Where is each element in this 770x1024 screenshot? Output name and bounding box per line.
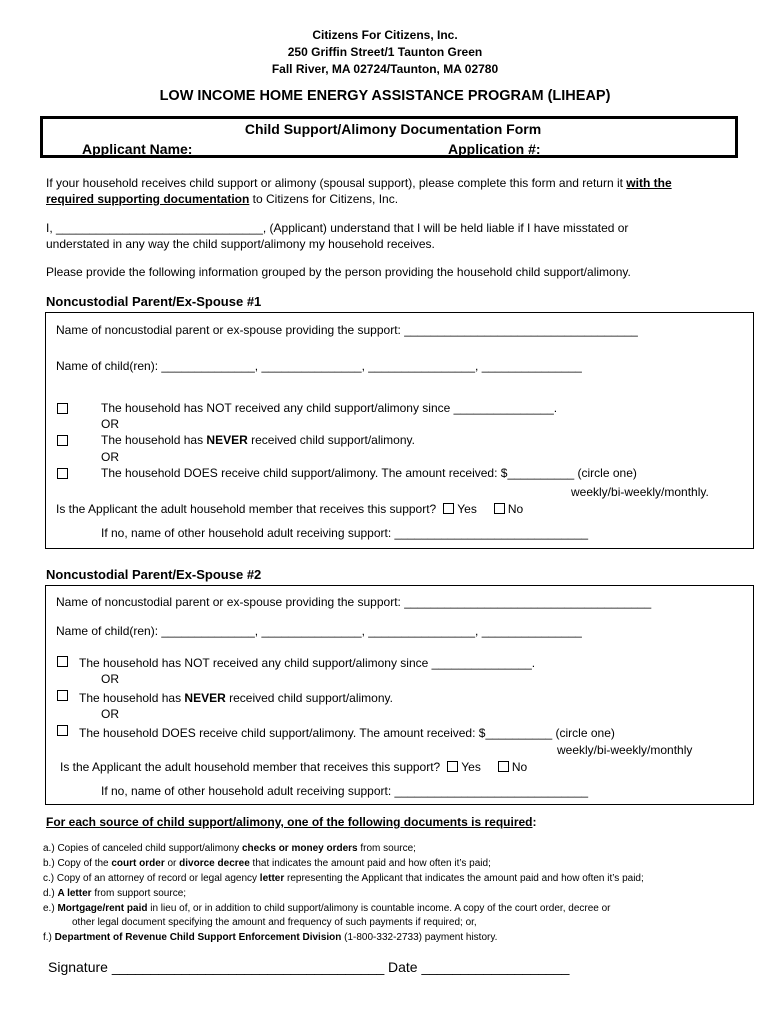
s2-frequency: weekly/bi-weekly/monthly bbox=[557, 743, 693, 757]
s2-no-label: No bbox=[511, 760, 528, 774]
doc-f-text-2: (1-800-332-2733) payment history. bbox=[341, 932, 498, 943]
s1-or-1: OR bbox=[101, 417, 119, 431]
doc-item-c bbox=[43, 873, 644, 884]
s2-children-field[interactable]: Name of child(ren): ______________, _______________, ________________, _______________ bbox=[56, 624, 582, 638]
liability-line-1: I, _______________________________, (Applicant) understand that I will be held liable if I have misstated or bbox=[46, 221, 629, 235]
s1-checkbox-does-receive[interactable] bbox=[57, 468, 68, 479]
doc-item-f bbox=[43, 932, 497, 943]
s1-question-text: Is the Applicant the adult household member that receives this support? bbox=[56, 502, 437, 516]
applicant-name-field[interactable]: Applicant Name: _______________________ bbox=[82, 141, 376, 157]
doc-b-text: b.) Copy of the bbox=[43, 858, 112, 869]
s2-never-text-c: received child support/alimony. bbox=[225, 691, 393, 705]
s1-never-bold: NEVER bbox=[206, 433, 248, 447]
s2-never-text-a: The household has bbox=[79, 691, 185, 705]
liability-line-2: understated in any way the child support/alimony my household receives. bbox=[46, 237, 435, 251]
documents-heading-text: For each source of child support/alimony, one of the following documents is required bbox=[46, 815, 533, 829]
doc-item-e bbox=[43, 903, 611, 914]
s2-yes-label: Yes bbox=[461, 760, 481, 774]
instructions: Please provide the following information grouped by the person providing the household child support/alimony. bbox=[46, 265, 631, 279]
doc-item-b bbox=[43, 858, 491, 869]
s2-never-bold: NEVER bbox=[184, 691, 226, 705]
s2-option-not-received: The household has NOT received any child support/alimony since _______________. bbox=[79, 656, 536, 670]
s2-other-adult-field[interactable]: If no, name of other household adult receiving support: _____________________________ bbox=[101, 784, 589, 798]
doc-a-text-2: from source; bbox=[357, 843, 416, 854]
s1-children-field[interactable]: Name of child(ren): ______________, _______________, ________________, _______________ bbox=[56, 359, 582, 373]
section-2-heading: Noncustodial Parent/Ex-Spouse #2 bbox=[46, 567, 262, 582]
intro-text-2: to Citizens for Citizens, Inc. bbox=[249, 192, 399, 206]
org-name: Citizens For Citizens, Inc. bbox=[312, 28, 458, 42]
s1-option-never bbox=[101, 433, 415, 447]
doc-item-a bbox=[43, 843, 416, 854]
program-title: LOW INCOME HOME ENERGY ASSISTANCE PROGRAM (LIHEAP) bbox=[159, 88, 611, 104]
doc-c-text-2: representing the Applicant that indicates the amount paid and how often it’s paid; bbox=[284, 873, 644, 884]
org-address-1: 250 Griffin Street/1 Taunton Green bbox=[287, 45, 483, 59]
s1-no-label: No bbox=[507, 502, 524, 516]
s2-checkbox-never[interactable] bbox=[57, 690, 68, 701]
doc-item-e-cont: other legal document specifying the amount and frequency of such payments if required; or, bbox=[72, 917, 477, 928]
intro-emphasis-2: required supporting documentation bbox=[46, 192, 250, 206]
doc-b-text-3: that indicates the amount paid and how often it’s paid; bbox=[249, 858, 491, 869]
doc-d-bold: A letter bbox=[57, 888, 92, 899]
s1-option-does-receive: The household DOES receive child support/alimony. The amount received: $__________ (circle one) bbox=[101, 466, 637, 480]
form-title: Child Support/Alimony Documentation Form bbox=[244, 121, 542, 137]
intro-text: If your household receives child support or alimony (spousal support), please complete this form and return it bbox=[46, 176, 627, 190]
intro-paragraph-1-cont bbox=[46, 192, 398, 206]
doc-d-text-2: from support source; bbox=[91, 888, 187, 899]
s2-checkbox-not-received[interactable] bbox=[57, 656, 68, 667]
s1-provider-field[interactable]: Name of noncustodial parent or ex-spouse providing the support: ___________________________________ bbox=[56, 323, 638, 337]
doc-e-text: e.) bbox=[43, 903, 58, 914]
s2-question-text: Is the Applicant the adult household member that receives this support? bbox=[60, 760, 441, 774]
doc-f-bold: Department of Revenue Child Support Enforcement Division bbox=[54, 932, 342, 943]
doc-b-text-2: or bbox=[164, 858, 180, 869]
s1-option-not-received: The household has NOT received any child support/alimony since _______________. bbox=[101, 401, 558, 415]
documents-heading-colon: : bbox=[532, 815, 537, 829]
doc-a-text: a.) Copies of canceled child support/alimony bbox=[43, 843, 242, 854]
doc-f-text: f.) bbox=[43, 932, 55, 943]
s1-checkbox-not-received[interactable] bbox=[57, 403, 68, 414]
documents-heading bbox=[46, 815, 537, 829]
s2-or-1: OR bbox=[101, 672, 119, 686]
org-address-2: Fall River, MA 02724/Taunton, MA 02780 bbox=[271, 62, 499, 76]
s2-option-never bbox=[79, 691, 393, 705]
s2-yes-checkbox[interactable] bbox=[447, 761, 458, 772]
date-field[interactable]: Date ___________________ bbox=[388, 959, 570, 975]
s2-checkbox-does-receive[interactable] bbox=[57, 725, 68, 736]
doc-b-bold-2: divorce decree bbox=[179, 858, 250, 869]
s1-question bbox=[56, 502, 523, 516]
doc-a-bold: checks or money orders bbox=[242, 843, 358, 854]
s1-never-text-a: The household has bbox=[101, 433, 207, 447]
s2-question bbox=[60, 760, 527, 774]
application-number-field[interactable]: Application #: ________________ bbox=[448, 141, 670, 157]
doc-e-text-2: in lieu of, or in addition to child support/alimony is countable income. A copy of the court order, decree or bbox=[147, 903, 611, 914]
intro-paragraph-1 bbox=[46, 176, 672, 190]
doc-item-d bbox=[43, 888, 186, 899]
s2-no-checkbox[interactable] bbox=[498, 761, 509, 772]
s2-option-does-receive: The household DOES receive child support/alimony. The amount received: $__________ (circle one) bbox=[79, 726, 615, 740]
s1-or-2: OR bbox=[101, 450, 119, 464]
doc-b-bold: court order bbox=[111, 858, 165, 869]
s1-no-checkbox[interactable] bbox=[494, 503, 505, 514]
intro-emphasis: with the bbox=[626, 176, 672, 190]
s1-other-adult-field[interactable]: If no, name of other household adult receiving support: _____________________________ bbox=[101, 526, 589, 540]
s2-provider-field[interactable]: Name of noncustodial parent or ex-spouse providing the support: _____________________________________ bbox=[56, 595, 652, 609]
section-1-heading: Noncustodial Parent/Ex-Spouse #1 bbox=[46, 294, 262, 309]
doc-d-text: d.) bbox=[43, 888, 58, 899]
s1-frequency: weekly/bi-weekly/monthly. bbox=[571, 485, 709, 499]
doc-c-bold: letter bbox=[259, 873, 285, 884]
doc-c-text: c.) Copy of an attorney of record or legal agency bbox=[43, 873, 260, 884]
s1-never-text-c: received child support/alimony. bbox=[247, 433, 415, 447]
doc-e-bold: Mortgage/rent paid bbox=[57, 903, 148, 914]
s1-checkbox-never[interactable] bbox=[57, 435, 68, 446]
s1-yes-checkbox[interactable] bbox=[443, 503, 454, 514]
s2-or-2: OR bbox=[101, 707, 119, 721]
s1-yes-label: Yes bbox=[457, 502, 477, 516]
signature-field[interactable]: Signature ___________________________________ bbox=[48, 959, 385, 975]
